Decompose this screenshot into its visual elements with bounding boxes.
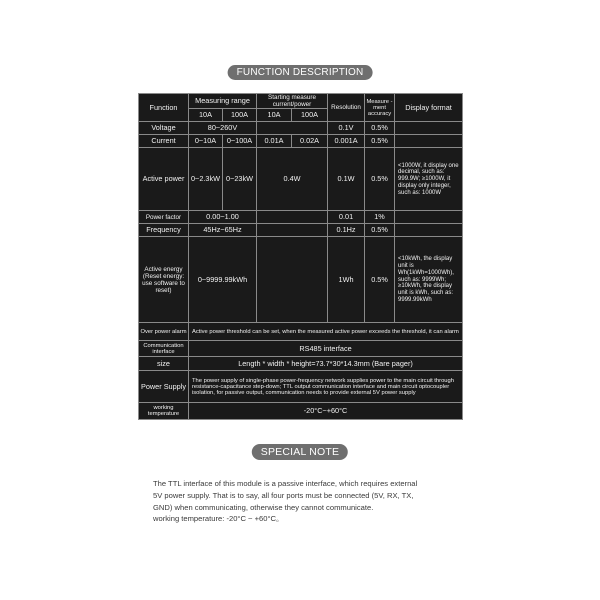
active-energy-start-empty [257, 237, 328, 323]
voltage-resolution: 0.1V [328, 122, 365, 135]
note-line-1: The TTL interface of this module is a passive interface, which requires external [153, 479, 418, 488]
special-note-text [153, 478, 473, 525]
header-display-format: Display format [395, 94, 463, 122]
power-factor-resolution: 0.01 [328, 211, 365, 224]
power-supply-value: The power supply of single-phase power-frequency network supplies power to the main circuit through resistance-capacitance step-down; TTL output communication interface and main circuit optocoupler isolation, for passive output, communication needs to provide external 5V power supply [189, 371, 463, 403]
active-power-display-format: <1000W, it display one decimal, such as: 999.9W; ≥1000W, it display only integer, such as: 1000W [395, 148, 463, 211]
sub-range-10a: 10A [189, 109, 223, 122]
power-supply-label: Power Supply [139, 371, 189, 403]
current-start-100a: 0.02A [292, 135, 328, 148]
active-energy-resolution: 1Wh [328, 237, 365, 323]
frequency-label: Frequency [139, 224, 189, 237]
power-factor-accuracy: 1% [365, 211, 395, 224]
size-value: Length * width * height=73.7*30*14.3mm (Bare pager) [189, 357, 463, 371]
current-display-empty [395, 135, 463, 148]
frequency-start-empty [257, 224, 328, 237]
header-function: Function [139, 94, 189, 122]
header-measuring-range: Measuring range [189, 94, 257, 109]
spec-table [138, 93, 463, 420]
over-power-alarm-value: Active power threshold can be set, when the measured active power exceeds the threshold, it can alarm [189, 323, 463, 341]
active-power-resolution: 0.1W [328, 148, 365, 211]
current-start-10a: 0.01A [257, 135, 292, 148]
working-temperature-label: working temperature [139, 403, 189, 420]
frequency-accuracy: 0.5% [365, 224, 395, 237]
active-power-accuracy: 0.5% [365, 148, 395, 211]
note-line-3: GND) when communicating, otherwise they cannot communicate. [153, 502, 374, 512]
voltage-label: Voltage [139, 122, 189, 135]
frequency-resolution: 0.1Hz [328, 224, 365, 237]
communication-interface-value: RS485 interface [189, 341, 463, 357]
size-label: size [139, 357, 189, 371]
working-temperature-value: -20°C~+60°C [189, 403, 463, 420]
communication-interface-label: Communication interface [139, 341, 189, 357]
current-resolution: 0.001A [328, 135, 365, 148]
sub-range-100a: 100A [223, 109, 257, 122]
power-factor-display-empty [395, 211, 463, 224]
active-energy-range: 0~9999.99kWh [189, 237, 257, 323]
sub-start-100a: 100A [292, 109, 328, 122]
power-factor-label: Power factor [139, 211, 189, 224]
over-power-alarm-label: Over power alarm [139, 323, 189, 341]
header-resolution: Resolution [328, 94, 365, 122]
active-energy-accuracy: 0.5% [365, 237, 395, 323]
note-line-4: working temperature: -20°C ~ +60°C。 [153, 514, 284, 524]
active-energy-display-format: <10kWh, the display unit is Wh(1kWh=1000Wh), such as: 9999Wh; ≥10kWh, the display unit is kWh, such as: 9999.99kWh [395, 237, 463, 323]
frequency-display-empty [395, 224, 463, 237]
note-line-2: 5V power supply. That is to say, all four ports must be connected (5V, RX, TX, [153, 490, 414, 500]
active-power-start: 0.4W [257, 148, 328, 211]
header-starting-measure: Starting measure current/power [257, 94, 328, 109]
power-factor-start-empty [257, 211, 328, 224]
current-label: Current [139, 135, 189, 148]
power-factor-range: 0.00~1.00 [189, 211, 257, 224]
voltage-start-empty [257, 122, 328, 135]
voltage-accuracy: 0.5% [365, 122, 395, 135]
function-description-heading: FUNCTION DESCRIPTION [228, 65, 373, 80]
current-range-100a: 0~100A [223, 135, 257, 148]
sub-start-10a: 10A [257, 109, 292, 122]
voltage-display-empty [395, 122, 463, 135]
active-power-label: Active power [139, 148, 189, 211]
current-accuracy: 0.5% [365, 135, 395, 148]
frequency-range: 45Hz~65Hz [189, 224, 257, 237]
current-range-10a: 0~10A [189, 135, 223, 148]
active-power-range-10a: 0~2.3kW [189, 148, 223, 211]
special-note-heading: SPECIAL NOTE [252, 444, 348, 460]
active-power-range-100a: 0~23kW [223, 148, 257, 211]
voltage-range: 80~260V [189, 122, 257, 135]
active-energy-label: Active energy (Reset energy: use software to reset) [139, 237, 189, 323]
header-accuracy: Measure -ment accuracy [365, 94, 395, 122]
